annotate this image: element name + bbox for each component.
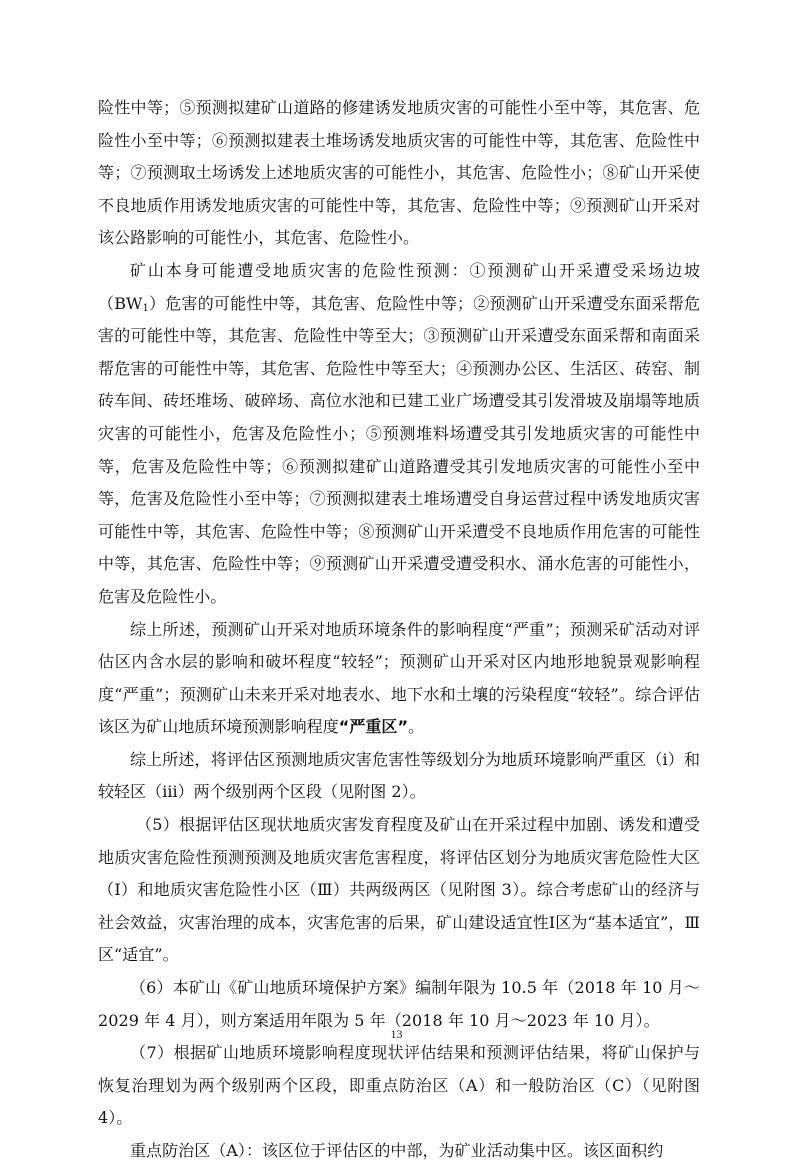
paragraph-item-6: （6）本矿山《矿山地质环境保护方案》编制年限为 10.5 年（2018 年 10 月～2029 年 4 月），则方案适用年限为 5 年（2018 年 10 月～2023 年 10 月）。: [98, 978, 700, 1030]
bw-subscript: 1: [142, 302, 149, 314]
paragraph-key-prevention-zone: 重点防治区（A）：该区位于评估区的中部，为矿业活动集中区。该区面积约: [130, 1141, 664, 1160]
severe-zone-emphasis: “严重区”: [338, 717, 409, 737]
summary-impact-end: 。: [408, 717, 425, 737]
paragraph-item-7: （7）根据矿山地质环境影响程度现状评估结果和预测评估结果，将矿山保护与恢复治理划为两个级别两个区段，即重点防治区（A）和一般防治区（C）（见附图 4）。: [98, 1043, 700, 1128]
summary-impact-text: 综上所述，预测矿山开采对地质环境条件的影响程度“严重”；预测采矿活动对评估区内含水层的影响和破坏程度“较轻”；预测矿山开采对区内地形地貌景观影响程度“严重”；预测矿山未来开采对地表水、地下水和土壤的污染程度“较轻”。综合评估该区为矿山地质环境预测影响程度: [98, 619, 700, 737]
mine-hazard-text-start: 矿山本身可能遭受地质灾害的危险性预测：①预测矿山开采遭受采场边坡（BW: [98, 260, 700, 313]
paragraph-item-5: （5）根据评估区现状地质灾害发育程度及矿山在开采过程中加剧、诱发和遭受地质灾害危险性预测预测及地质灾害危害程度，将评估区划分为地质灾害危险性大区（Ⅰ）和地质灾害危险性小区（Ⅲ）共两级两区（见附图 3）。综合考虑矿山的经济与社会效益，灾害治理的成本，灾害危害的后果，矿山建设适宜性Ⅰ区为“基本适宜”，Ⅲ区“适宜”。: [98, 815, 700, 965]
paragraph-summary-impact: [98, 614, 700, 744]
paragraph-mine-hazard-prediction: [98, 255, 700, 614]
page-number: 13: [390, 1027, 403, 1041]
paragraph-hazard-continuation: 险性中等；⑤预测拟建矿山道路的修建诱发地质灾害的可能性小至中等，其危害、危险性小至中等；⑥预测拟建表土堆场诱发地质灾害的可能性中等，其危害、危险性中等；⑦预测取土场诱发上述地质灾害的可能性小，其危害、危险性小；⑧矿山开采使不良地质作用诱发地质灾害的可能性中等，其危害、危险性中等；⑨预测矿山开采对该公路影响的可能性小，其危害、危险性小。: [98, 98, 700, 248]
paragraph-summary-zoning: 综上所述，将评估区预测地质灾害危害性等级划分为地质环境影响严重区（ⅰ）和较轻区（ⅲ）两个级别两个区段（见附图 2）。: [98, 749, 700, 802]
mine-hazard-text-end: ）危害的可能性中等，其危害、危险性中等；②预测矿山开采遭受东面采帮危害的可能性中等，其危害、危险性中等至大；③预测矿山开采遭受东面采帮和南面采帮危害的可能性中等，其危害、危险性中等至大；④预测办公区、生活区、砖窑、制砖车间、砖坯堆场、破碎场、高位水池和已建工业广场遭受其引发滑坡及崩塌等地质灾害的可能性小，危害及危险性小；⑤预测堆料场遭受其引发地质灾害的可能性中等，危害及危险性中等；⑥预测拟建矿山道路遭受其引发地质灾害的可能性小至中等，危害及危险性小至中等；⑦预测拟建表土堆场遭受自身运营过程中诱发地质灾害可能性中等，其危害、危险性中等；⑧预测矿山开采遭受不良地质作用危害的可能性中等，其危害、危险性中等；⑨预测矿山开采遭受遭受积水、涌水危害的可能性小，危害及危险性小。: [98, 293, 700, 606]
body-text: [98, 92, 700, 1168]
